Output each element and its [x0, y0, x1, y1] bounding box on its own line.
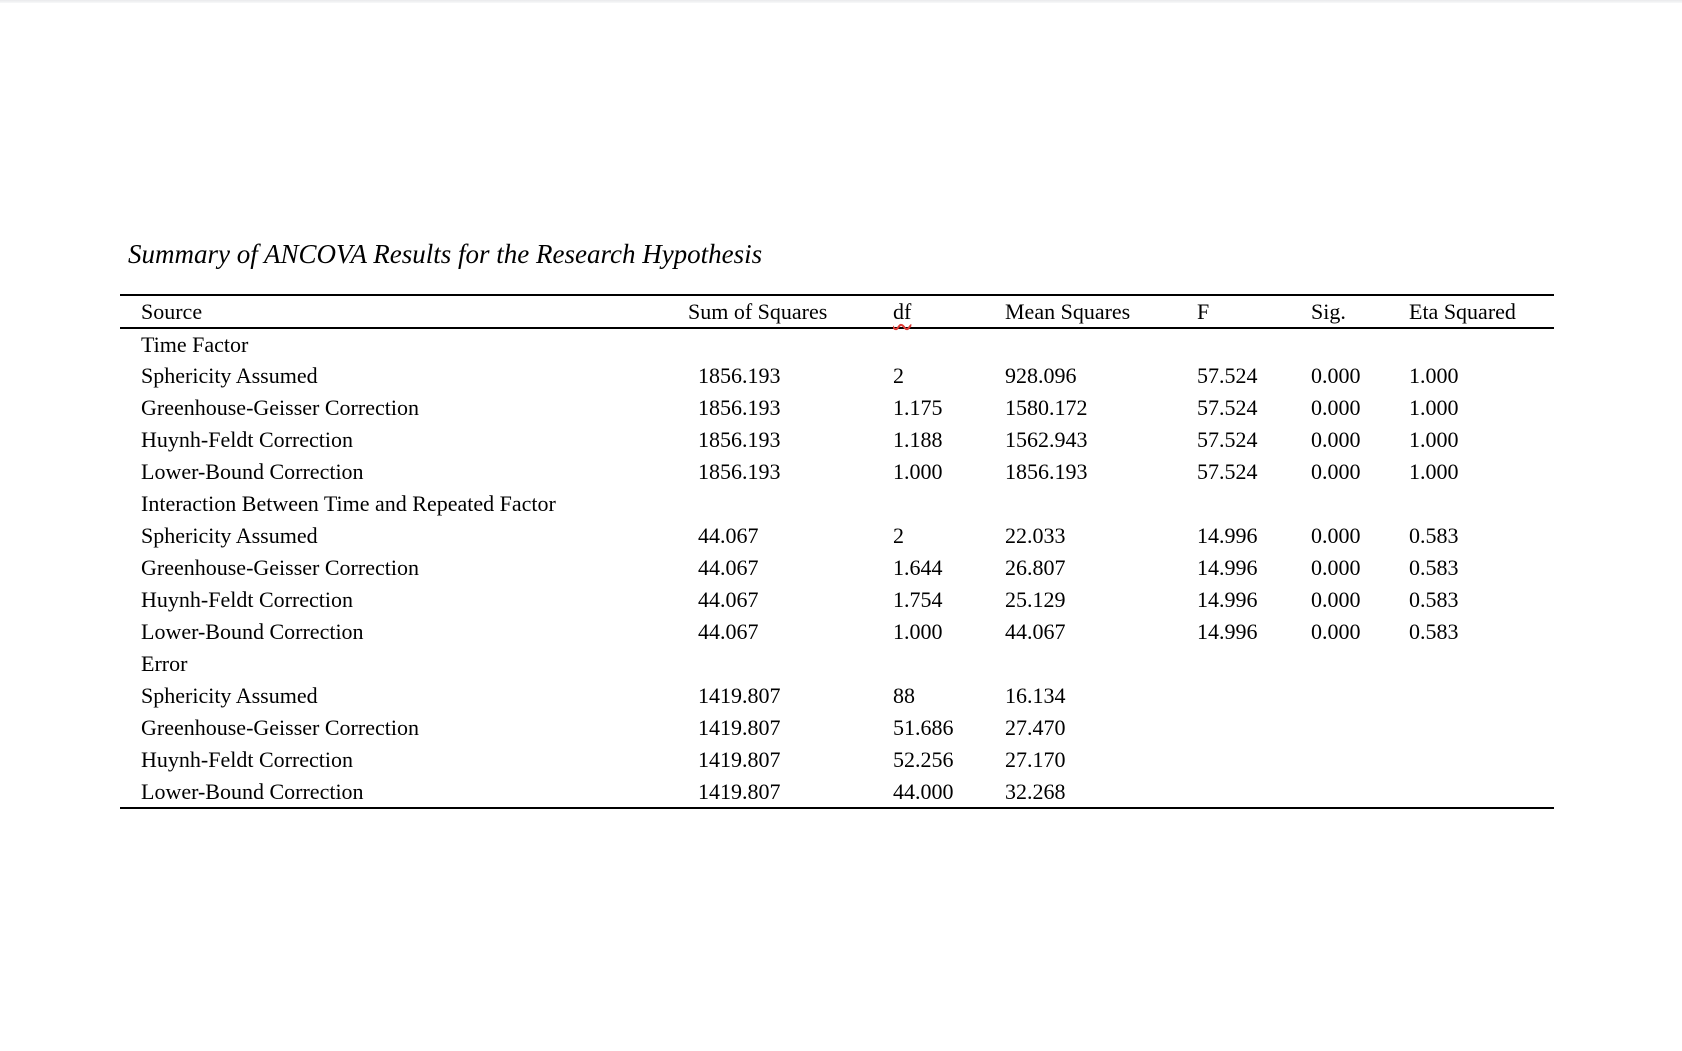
value-cell: 0.000: [1311, 523, 1361, 548]
section-row: [120, 648, 1554, 680]
value-cell: [1197, 328, 1311, 360]
spellcheck-flagged-word[interactable]: df: [893, 298, 912, 324]
table-row: [120, 360, 1554, 392]
value-cell: [1409, 648, 1554, 680]
value-cell: 1856.193: [1005, 459, 1088, 484]
value-cell: 57.524: [1197, 395, 1258, 420]
value-cell: 1856.193: [698, 363, 781, 388]
value-cell: [1311, 680, 1409, 712]
value-cell: 1.000: [893, 459, 943, 484]
table-caption: Summary of ANCOVA Results for the Research Hypothesis: [128, 239, 763, 269]
value-cell: 1856.193: [698, 427, 781, 452]
value-cell: [1311, 328, 1409, 360]
value-cell: 14.996: [1197, 523, 1258, 548]
value-cell: 1856.193: [698, 459, 781, 484]
table-row: [120, 744, 1554, 776]
table-row: [120, 456, 1554, 488]
value-cell: 51.686: [893, 715, 954, 740]
value-cell: 2: [893, 523, 904, 548]
section-row: [120, 328, 1554, 360]
value-cell: 25.129: [1005, 587, 1066, 612]
value-cell: 44.000: [893, 778, 954, 804]
column-header-mean-squares: Mean Squares: [1005, 295, 1197, 328]
value-cell: [1409, 680, 1554, 712]
table-row: [120, 392, 1554, 424]
value-cell: 1.188: [893, 427, 943, 452]
value-cell: 16.134: [1005, 683, 1066, 708]
value-cell: 0.000: [1311, 395, 1361, 420]
source-cell: Lower-Bound Correction: [141, 619, 364, 644]
source-cell: Sphericity Assumed: [141, 683, 318, 708]
value-cell: [1409, 712, 1554, 744]
column-header-sum-of-squares: Sum of Squares: [688, 295, 893, 328]
value-cell: 44.067: [698, 587, 759, 612]
value-cell: [1197, 776, 1311, 808]
value-cell: [1409, 776, 1554, 808]
value-cell: [1005, 328, 1197, 360]
value-cell: 14.996: [1197, 619, 1258, 644]
table-row: [120, 712, 1554, 744]
value-cell: [1197, 648, 1311, 680]
table-row: [120, 520, 1554, 552]
value-cell: 928.096: [1005, 363, 1077, 388]
source-cell: Greenhouse-Geisser Correction: [141, 715, 419, 740]
source-cell: Huynh-Feldt Correction: [141, 427, 354, 452]
table-row: [120, 616, 1554, 648]
source-cell: Time Factor: [141, 331, 249, 357]
source-cell: Greenhouse-Geisser Correction: [141, 555, 419, 580]
value-cell: [1409, 744, 1554, 776]
value-cell: [1311, 744, 1409, 776]
source-cell: Sphericity Assumed: [141, 523, 318, 548]
value-cell: 0.000: [1311, 555, 1361, 580]
value-cell: 1419.807: [698, 747, 781, 772]
source-cell: Huynh-Feldt Correction: [141, 747, 354, 772]
value-cell: 1.754: [893, 587, 943, 612]
value-cell: 0.583: [1409, 619, 1459, 644]
value-cell: [1311, 776, 1409, 808]
source-cell: Sphericity Assumed: [141, 363, 318, 388]
value-cell: [688, 648, 893, 680]
value-cell: 1856.193: [698, 395, 781, 420]
value-cell: 1580.172: [1005, 395, 1088, 420]
value-cell: 1419.807: [698, 715, 781, 740]
column-header-sig: Sig.: [1311, 295, 1409, 328]
value-cell: 0.583: [1409, 587, 1459, 612]
value-cell: 1.000: [1409, 363, 1459, 388]
table-row: [120, 584, 1554, 616]
column-header-f: F: [1197, 295, 1311, 328]
value-cell: 57.524: [1197, 363, 1258, 388]
ancova-table: [120, 294, 1554, 809]
value-cell: 1562.943: [1005, 427, 1088, 452]
value-cell: 1.175: [893, 395, 943, 420]
source-cell: Lower-Bound Correction: [141, 778, 364, 804]
value-cell: [688, 488, 893, 520]
value-cell: [1409, 328, 1554, 360]
value-cell: 57.524: [1197, 427, 1258, 452]
value-cell: 0.000: [1311, 427, 1361, 452]
value-cell: 1.000: [1409, 395, 1459, 420]
value-cell: [893, 488, 1005, 520]
value-cell: [893, 648, 1005, 680]
table-row: [120, 552, 1554, 584]
ancova-table-header-row: [120, 295, 1554, 328]
value-cell: 1.644: [893, 555, 943, 580]
value-cell: [1409, 488, 1554, 520]
column-header-df: [893, 295, 1005, 328]
value-cell: 14.996: [1197, 587, 1258, 612]
value-cell: [893, 328, 1005, 360]
value-cell: 1.000: [1409, 459, 1459, 484]
source-cell: Greenhouse-Geisser Correction: [141, 395, 419, 420]
value-cell: 27.470: [1005, 715, 1066, 740]
value-cell: [1197, 712, 1311, 744]
value-cell: 52.256: [893, 747, 954, 772]
source-cell: Interaction Between Time and Repeated Factor: [141, 491, 556, 516]
ancova-table-body: [120, 328, 1554, 808]
value-cell: [1197, 744, 1311, 776]
value-cell: 14.996: [1197, 555, 1258, 580]
value-cell: 32.268: [1005, 778, 1066, 804]
value-cell: 44.067: [698, 619, 759, 644]
value-cell: [1311, 648, 1409, 680]
value-cell: [1311, 712, 1409, 744]
value-cell: 44.067: [698, 555, 759, 580]
value-cell: 1419.807: [698, 683, 781, 708]
value-cell: 57.524: [1197, 459, 1258, 484]
value-cell: 88: [893, 683, 915, 708]
value-cell: [1197, 488, 1311, 520]
value-cell: 2: [893, 363, 904, 388]
value-cell: 0.000: [1311, 363, 1361, 388]
value-cell: [1197, 680, 1311, 712]
source-cell: Error: [141, 651, 188, 676]
source-cell: Lower-Bound Correction: [141, 459, 364, 484]
table-row: [120, 776, 1554, 808]
value-cell: 0.583: [1409, 523, 1459, 548]
value-cell: [1311, 488, 1409, 520]
column-header-eta-squared: Eta Squared: [1409, 295, 1554, 328]
value-cell: 0.583: [1409, 555, 1459, 580]
table-row: [120, 424, 1554, 456]
table-row: [120, 680, 1554, 712]
value-cell: 0.000: [1311, 619, 1361, 644]
value-cell: 1.000: [1409, 427, 1459, 452]
column-header-source: Source: [120, 295, 688, 328]
source-cell: Huynh-Feldt Correction: [141, 587, 354, 612]
section-row: [120, 488, 1554, 520]
value-cell: 1.000: [893, 619, 943, 644]
value-cell: [1005, 648, 1197, 680]
value-cell: 27.170: [1005, 747, 1066, 772]
value-cell: 44.067: [1005, 619, 1066, 644]
value-cell: 44.067: [698, 523, 759, 548]
value-cell: 1419.807: [698, 778, 781, 804]
value-cell: [1005, 488, 1197, 520]
value-cell: 26.807: [1005, 555, 1066, 580]
value-cell: 0.000: [1311, 459, 1361, 484]
value-cell: 0.000: [1311, 587, 1361, 612]
value-cell: [688, 328, 893, 360]
value-cell: 22.033: [1005, 523, 1066, 548]
